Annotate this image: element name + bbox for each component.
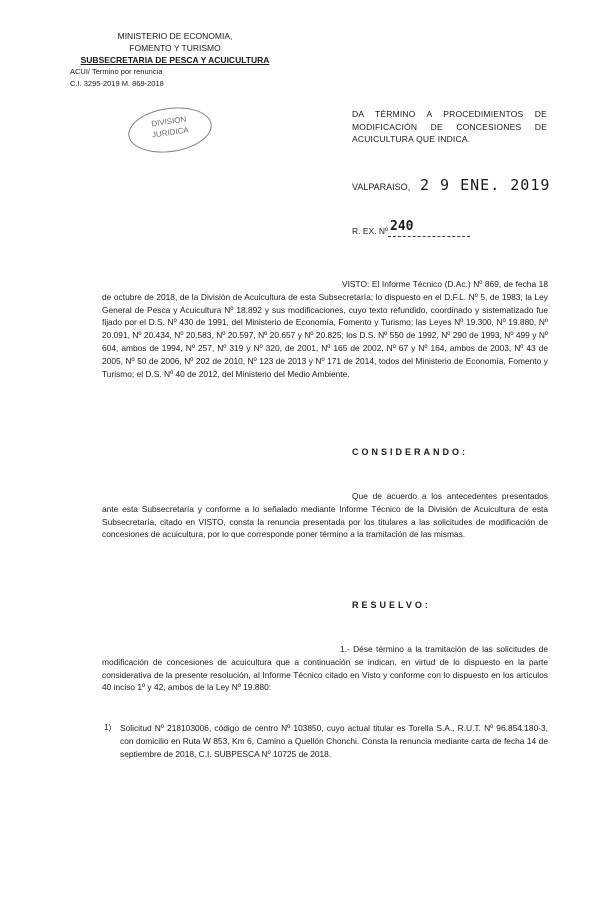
list-item: Solicitud Nº 218103006, código de centro Nº 103850, cuyo actual titular es Torella S.A., R.U.T. Nº 96.854.180-3, con domicilio en Ruta W 853, Km 6, Camino a Quellón Chonchi. Consta la renuncia mediante carta de fecha 14 de septiembre de 2018, C.I. SUBPESCA Nº 10725 de 2018.: [120, 723, 548, 759]
list-item-number: 1): [104, 722, 112, 732]
resuelvo-paragraph: 1.- Dése término a la tramitación de las solicitudes de modificación de concesiones de acuicultura que a continuación se indican, en virtud de lo dispuesto en la parte considerativa de la presente resolución, al Informe Técnico citado en Visto y conforme con lo dispuesto en los artículos 40 inciso 1º y 42, ambos de la Ley Nº 19.880:: [102, 644, 548, 693]
reference-line-2: C.I. 3295-2019 M. 869-2018: [70, 79, 164, 88]
document-subject: DA TÉRMINO A PROCEDIMIENTOS DE MODIFICACIÓN DE CONCESIONES DE ACUICULTURA QUE INDICA.: [352, 109, 547, 144]
subsecretaria-name: SUBSECRETARIA DE PESCA Y ACUICULTURA: [80, 55, 270, 65]
resuelvo-heading: RESUELVO:: [352, 600, 431, 610]
letterhead: [60, 30, 290, 90]
place-label: VALPARAISO,: [352, 182, 411, 192]
division-stamp: [125, 102, 214, 157]
resolution-label: R. EX. Nº: [352, 226, 389, 236]
resolution-underline: [388, 236, 470, 237]
document-date: 2 9 ENE. 2019: [420, 176, 551, 194]
considerando-paragraph: Que de acuerdo a los antecedentes presentados ante esta Subsecretaría y conforme a lo señalado mediante Informe Técnico de la División de Acuicultura de esta Subsecretaría, citado en VISTO, consta la renuncia presentada por los titulares a las solicitudes de modificación de concesiones de acuicultura, por lo que corresponde poner término a la tramitación de las mismas.: [102, 491, 548, 540]
stamp-line-2: JURIDICA: [151, 125, 190, 140]
considerando-heading: CONSIDERANDO:: [352, 447, 469, 457]
visto-paragraph: VISTO: El Informe Técnico (D.Ac.) Nº 869, de fecha 18 de octubre de 2018, de la División de Acuicultura de esta Subsecretaría; lo dispuesto en el D.F.L. Nº 5, de 1983; la Ley General de Pesca y Acuicultura Nº 18.892 y sus modificaciones, cuyo texto refundido, coordinado y sistematizado fue fijado por el D.S. Nº 430 de 1991, del Ministerio de Economía, Fomento y Turismo; las Leyes Nº 19.300, Nº 19.880, Nº 20.091, Nº 20.434, Nº 20.583, Nº 20.597, Nº 20.657 y Nº 20.825; los D.S. Nº 550 de 1992, Nº 290 de 1993, Nº 499 y Nº 604, ambos de 1994, Nº 257, Nº 319 y Nº 320, de 2001, Nº 165 de 2002, Nº 67 y Nº 164, ambos de 2003, Nº 43 de 2005, Nº 50 de 2006, Nº 202 de 2010, Nº 123 de 2013 y Nº 171 de 2014, todos del Ministerio de Economía, Fomento y Turismo; el D.S. Nº 40 de 2012, del Ministerio del Medio Ambiente.: [102, 279, 548, 379]
ministry-name-2: FOMENTO Y TURISMO: [129, 43, 221, 53]
stamp-line-1: DIVISION: [150, 114, 187, 129]
reference-line-1: ACUI/ Termino por renuncia: [70, 67, 163, 76]
resolution-number: 240: [390, 219, 414, 234]
ministry-name: MINISTERIO DE ECONOMIA,: [117, 31, 233, 41]
